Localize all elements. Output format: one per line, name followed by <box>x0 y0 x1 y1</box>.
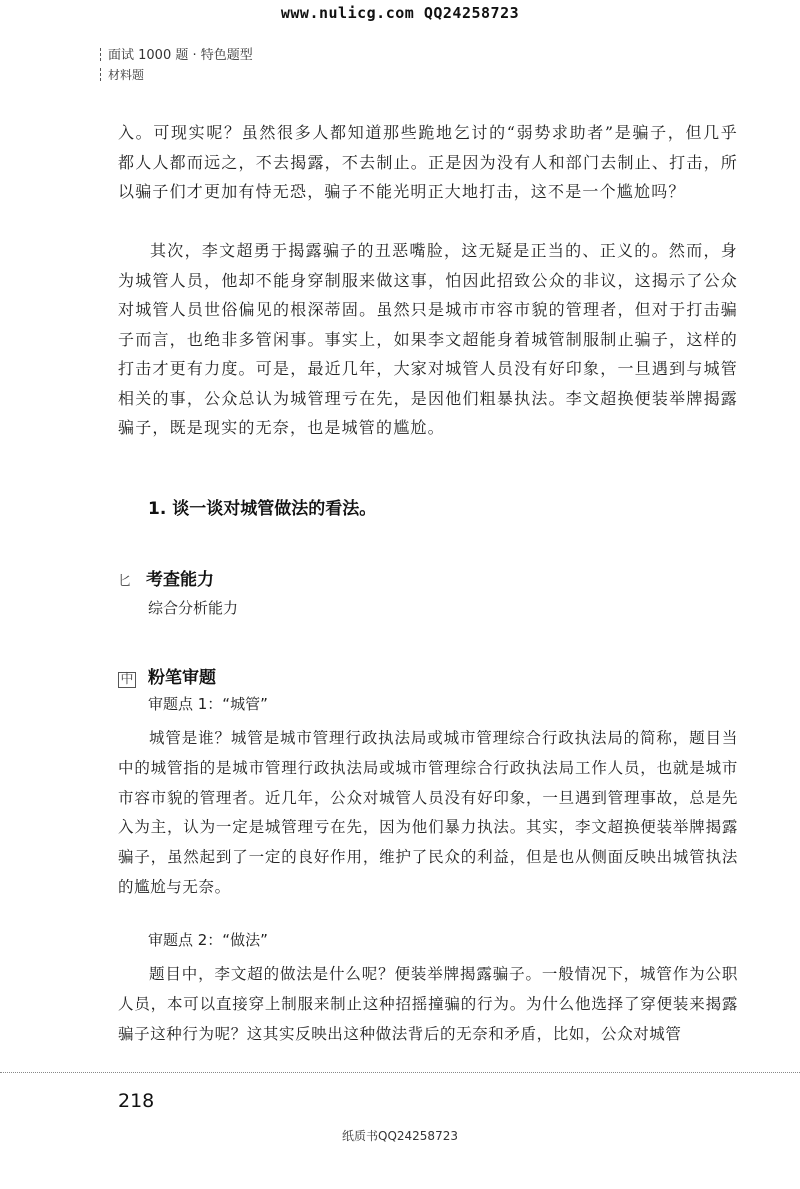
header-book-title: 面试 1000 题 · 特色题型 <box>108 48 253 63</box>
header-rule <box>100 68 102 81</box>
section-review-title: 粉笔审题 <box>148 668 216 688</box>
intro-paragraph-2: 其次，李文超勇于揭露骗子的丑恶嘴脸，这无疑是正当的、正义的。然而，身为城管人员，他却不能身穿制服来做这事，怕因此招致公众的非议，这揭示了公众对城管人员世俗偏见的根深蒂固。虽然只是城市市容市貌的管理者，但对于打击骗子而言，也绝非多管闲事。事实上，如果李文超能身着城管制服制止骗子，这样的打击才更有力度。可是，最近几年，大家对城管人员没有好印象，一旦遇到与城管相关的事，公众总认为城管理亏在先，是因他们粗暴执法。李文超换便装举牌揭露骗子，既是现实的无奈，也是城管的尴尬。 <box>118 241 738 437</box>
page-divider <box>0 1072 800 1073</box>
review-point-2-title: 审题点 2：“做法” <box>148 931 268 949</box>
watermark-top: www.nulicg.com QQ24258723 <box>280 4 520 22</box>
running-header-title <box>100 44 253 63</box>
section-ability-heading <box>118 565 214 590</box>
review-icon: 中 <box>118 672 136 688</box>
section-ability-content: 综合分析能力 <box>148 599 239 617</box>
section-review-heading <box>118 663 216 688</box>
running-header-section <box>100 66 144 83</box>
question-title: 1. 谈一谈对城管做法的看法。 <box>148 499 377 519</box>
page-number: 218 <box>118 1090 155 1112</box>
review-point-1-title: 审题点 1：“城管” <box>148 695 268 713</box>
header-section-label: 材料题 <box>108 68 145 82</box>
review-point-1-body: 城管是谁？城管是城市管理行政执法局或城市管理综合行政执法局的简称，题目当中的城管指的是城市管理行政执法局或城市管理综合行政执法局工作人员，也就是城市市容市貌的管理者。近几年，公众对城管人员没有好印象，一旦遇到管理事故，总是先入为主，认为一定是城管理亏在先，因为他们暴力执法。其实，李文超换便装举牌揭露骗子，虽然起到了一定的良好作用，维护了民众的利益，但是也从侧面反映出城管执法的尴尬与无奈。 <box>118 729 738 896</box>
watermark-bottom: 纸质书QQ24258723 <box>342 1129 458 1143</box>
intro-paragraph-1: 入。可现实呢？虽然很多人都知道那些跪地乞讨的“弱势求助者”是骗子，但几乎都人人都而远之，不去揭露，不去制止。正是因为没有人和部门去制止、打击，所以骗子们才更加有恃无恐，骗子不能光明正大地打击，这不是一个尴尬吗？ <box>118 123 738 201</box>
section-ability-title: 考查能力 <box>146 570 214 590</box>
header-rule <box>100 48 102 61</box>
ability-icon: 匕 <box>118 574 132 589</box>
review-point-2-body: 题目中，李文超的做法是什么呢？便装举牌揭露骗子。一般情况下，城管作为公职人员，本可以直接穿上制服来制止这种招摇撞骗的行为。为什么他选择了穿便装来揭露骗子这种行为呢？这其实反映出这种做法背后的无奈和矛盾，比如，公众对城管 <box>118 965 738 1043</box>
